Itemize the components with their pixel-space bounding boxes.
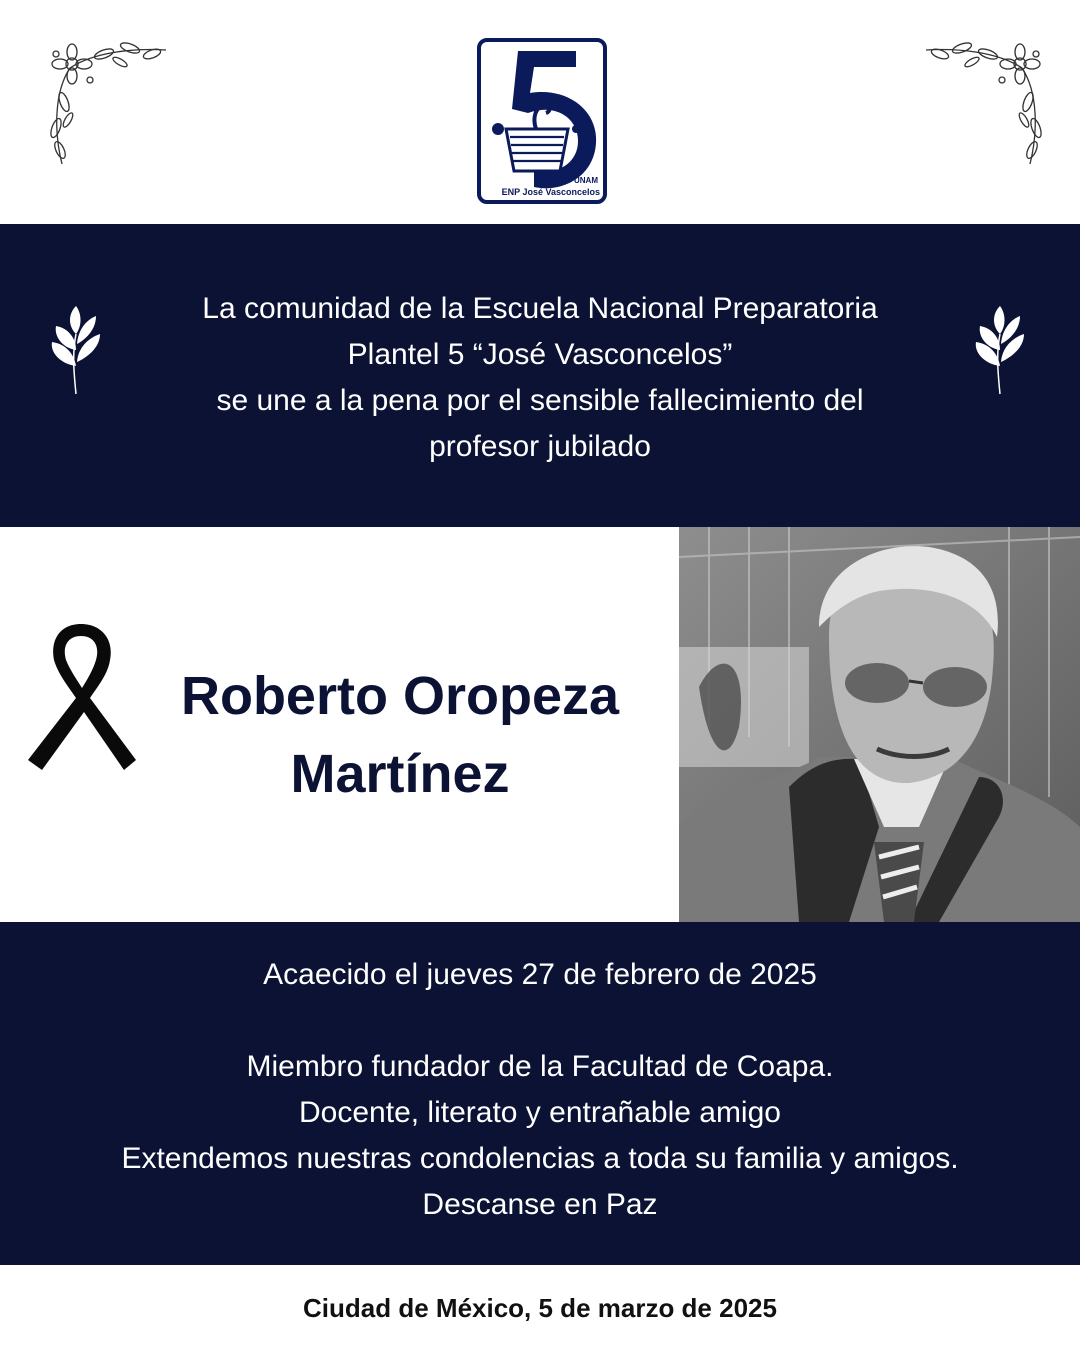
footer bbox=[0, 1265, 1080, 1350]
intro-text bbox=[120, 286, 960, 470]
logo-caption-unam: UNAM bbox=[574, 176, 598, 185]
leaf-branch-icon bbox=[970, 304, 1030, 404]
details-line: Extendemos nuestras condolencias a toda su familia y amigos. bbox=[121, 1142, 959, 1175]
deceased-name bbox=[150, 657, 650, 813]
logo-caption-school: ENP José Vasconcelos bbox=[501, 187, 600, 197]
place-date: Ciudad de México, 5 de marzo de 2025 bbox=[303, 1293, 777, 1323]
details-line: Descanse en Paz bbox=[422, 1188, 658, 1221]
intro-line: La comunidad de la Escuela Nacional Preparatoria bbox=[202, 292, 878, 325]
deceased-section bbox=[0, 527, 1080, 922]
school-logo bbox=[476, 37, 608, 205]
intro-line: Plantel 5 “José Vasconcelos” bbox=[347, 338, 733, 371]
portrait-photo bbox=[679, 527, 1080, 922]
header bbox=[0, 0, 1080, 224]
mourning-ribbon-icon bbox=[24, 620, 138, 770]
intro-band bbox=[0, 224, 1080, 527]
details-text bbox=[20, 952, 1060, 1228]
details-line: Miembro fundador de la Facultad de Coapa. bbox=[246, 1050, 834, 1083]
deceased-name-line2: Martínez bbox=[290, 744, 510, 804]
floral-corner-icon bbox=[34, 32, 174, 172]
details-band bbox=[0, 922, 1080, 1265]
intro-line: se une a la pena por el sensible fallecimiento del bbox=[216, 384, 864, 417]
floral-corner-icon bbox=[918, 32, 1058, 172]
leaf-branch-icon bbox=[46, 304, 106, 404]
death-date: Acaecido el jueves 27 de febrero de 2025 bbox=[263, 958, 817, 991]
details-line: Docente, literato y entrañable amigo bbox=[299, 1096, 781, 1129]
intro-line: profesor jubilado bbox=[429, 430, 651, 463]
deceased-name-line1: Roberto Oropeza bbox=[180, 666, 620, 726]
spacer bbox=[20, 998, 1060, 1044]
